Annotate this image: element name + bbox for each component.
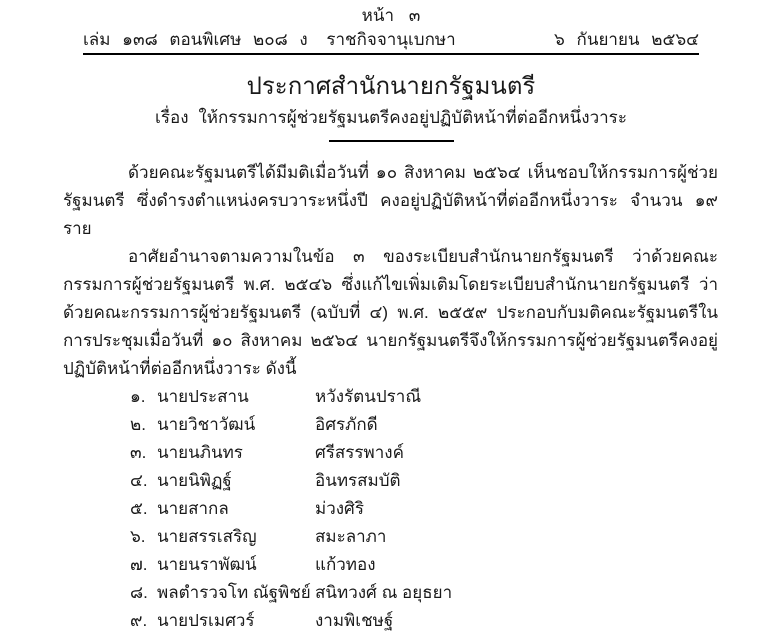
- announcement-subject: [0, 105, 782, 131]
- item-last-name: สนิทวงศ์ ณ อยุธยา: [315, 583, 453, 602]
- officials-list-item: [63, 383, 718, 411]
- gazette-name: ราชกิจจานุเบกษา: [326, 30, 456, 49]
- officials-list-item: [63, 439, 718, 467]
- item-number: ๖.: [130, 527, 146, 546]
- title-divider: [329, 140, 454, 142]
- paragraph-cabinet-resolution: ด้วยคณะรัฐมนตรีได้มีมติเมื่อวันที่ ๑๐ สิงหาคม ๒๕๖๔ เห็นชอบให้กรรมการผู้ช่วยรัฐมนตรี ซึ่งดำรงตำแหน่งครบวาระหนึ่งปี คงอยู่ปฏิบัติหน้าที่ต่ออีกหนึ่งวาระ จำนวน ๑๙ ราย: [63, 163, 718, 238]
- volume-issue-label: เล่ม ๑๓๘ ตอนพิเศษ ๒๐๘ ง: [83, 30, 308, 49]
- officials-list: [63, 383, 718, 635]
- page-header: [83, 4, 699, 55]
- officials-list-item: [63, 607, 718, 635]
- item-number: ๕.: [130, 499, 148, 518]
- subject-prefix-label: เรื่อง: [155, 108, 189, 127]
- paragraph-legal-authority: อาศัยอำนาจตามความในข้อ ๓ ของระเบียบสำนักนายกรัฐมนตรี ว่าด้วยคณะกรรมการผู้ช่วยรัฐมนตรี พ.ศ. ๒๕๔๖ ซึ่งแก้ไขเพิ่มเติมโดยระเบียบสำนักนายกรัฐมนตรี ว่าด้วยคณะกรรมการผู้ช่วยรัฐมนตรี (ฉบับที่ ๔) พ.ศ. ๒๕๕๙ ประกอบกับมติคณะรัฐมนตรีในการประชุมเมื่อวันที่ ๑๐ สิงหาคม ๒๕๖๔ นายกรัฐมนตรีจึงให้กรรมการผู้ช่วยรัฐมนตรีคงอยู่ปฏิบัติหน้าที่ต่ออีกหนึ่งวาระ ดังนี้: [63, 247, 718, 378]
- officials-list-item: [63, 523, 718, 551]
- publication-date: ๖ กันยายน ๒๕๖๔: [554, 30, 699, 49]
- officials-list-item: [63, 551, 718, 579]
- officials-list-item: [63, 467, 718, 495]
- item-last-name: ม่วงศิริ: [315, 499, 364, 518]
- item-first-name: นายนราพัฒน์: [157, 555, 257, 574]
- item-first-name: นายนิพิฏฐ์: [157, 471, 232, 490]
- item-number: ๑.: [130, 387, 146, 406]
- title-block: [0, 71, 782, 142]
- item-number: ๙.: [130, 611, 148, 630]
- document-body: [63, 159, 718, 635]
- item-number: ๓.: [130, 443, 147, 462]
- item-last-name: งามพิเชษฐ์: [315, 611, 394, 630]
- item-first-name: นายนภินทร: [157, 443, 243, 462]
- item-last-name: แก้วทอง: [315, 555, 376, 574]
- page-number: หน้า ๓: [361, 6, 421, 25]
- item-last-name: อิศรภักดี: [315, 415, 378, 434]
- announcement-title: ประกาศสำนักนายกรัฐมนตรี: [246, 73, 536, 100]
- item-number: ๘.: [130, 583, 148, 602]
- item-first-name: พลตำรวจโท ณัฐพิชย์: [157, 583, 311, 602]
- officials-list-item: [63, 411, 718, 439]
- officials-list-item: [63, 495, 718, 523]
- item-first-name: นายสากล: [157, 499, 229, 518]
- item-last-name: สมะลาภา: [315, 527, 387, 546]
- item-number: ๔.: [130, 471, 148, 490]
- item-first-name: นายวิชาวัฒน์: [157, 415, 256, 434]
- item-first-name: นายปรเมศวร์: [157, 611, 255, 630]
- item-number: ๗.: [130, 555, 148, 574]
- item-last-name: หวังรัตนปราณี: [315, 387, 422, 406]
- subject-text: ให้กรรมการผู้ช่วยรัฐมนตรีคงอยู่ปฏิบัติหน้าที่ต่ออีกหนึ่งวาระ: [198, 108, 627, 127]
- item-first-name: นายประสาน: [157, 387, 249, 406]
- item-number: ๒.: [130, 415, 146, 434]
- item-first-name: นายสรรเสริญ: [157, 527, 257, 546]
- item-last-name: ศรีสรรพางค์: [315, 443, 404, 462]
- header-divider: [83, 53, 699, 55]
- item-last-name: อินทรสมบัติ: [315, 471, 401, 490]
- header-meta-row: [83, 28, 699, 52]
- officials-list-item: [63, 579, 718, 607]
